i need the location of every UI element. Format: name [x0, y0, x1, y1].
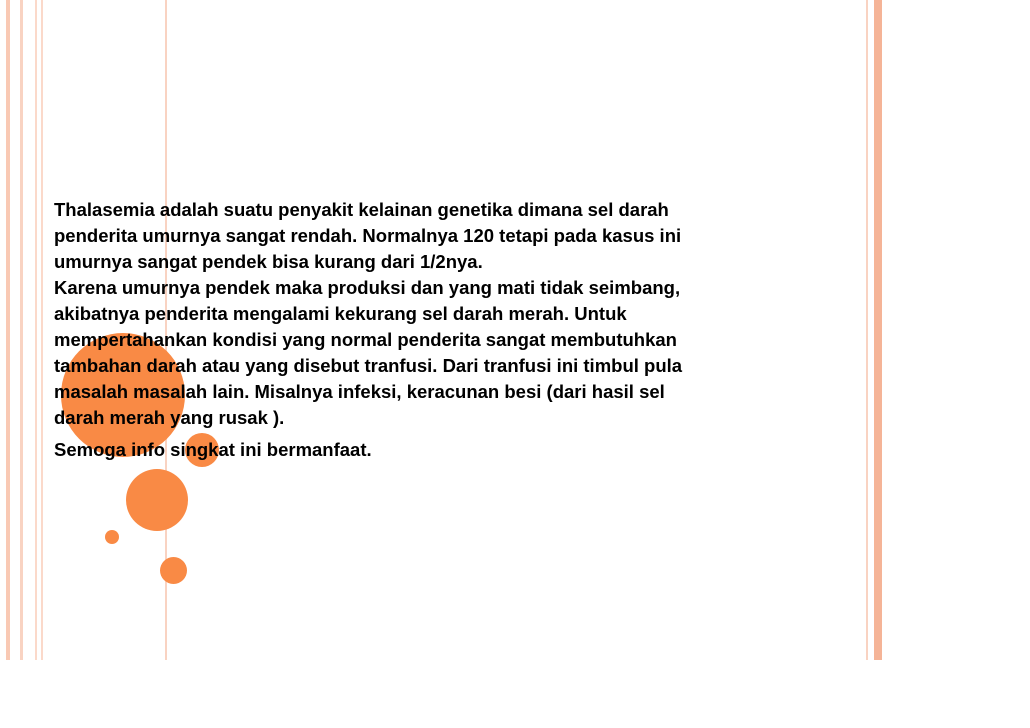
decorative-circle-medium [126, 469, 188, 531]
decorative-line-left-outer [6, 0, 10, 660]
decorative-line-left-inner [20, 0, 23, 660]
text-line: umurnya sangat pendek bisa kurang dari 1/2nya. [54, 251, 483, 272]
paragraph-closing: Semoga info singkat ini bermanfaat. [54, 439, 372, 460]
text-line: darah merah yang rusak ). [54, 407, 285, 428]
decorative-circle-small-b [160, 557, 187, 584]
decorative-line-left-thin-a [35, 0, 37, 660]
decorative-line-right-thin [866, 0, 868, 660]
decorative-circle-tiny [105, 530, 119, 544]
text-line: penderita umurnya sangat rendah. Normalnya 120 tetapi pada kasus ini [54, 225, 682, 246]
text-line: mempertahankan kondisi yang normal penderita sangat membutuhkan [54, 329, 677, 350]
paragraph-main [54, 197, 824, 431]
text-line: tambahan darah atau yang disebut tranfusi. Dari tranfusi ini timbul pula [54, 355, 683, 376]
text-line: Karena umurnya pendek maka produksi dan yang mati tidak seimbang, [54, 277, 681, 298]
decorative-line-left-thin-b [41, 0, 43, 660]
text-line: masalah masalah lain. Misalnya infeksi, keracunan besi (dari hasil sel [54, 381, 665, 402]
body-text [54, 197, 824, 463]
text-line: akibatnya penderita mengalami kekurang sel darah merah. Untuk [54, 303, 627, 324]
decorative-line-right-thick [874, 0, 882, 660]
text-line: Thalasemia adalah suatu penyakit kelainan genetika dimana sel darah [54, 199, 669, 220]
